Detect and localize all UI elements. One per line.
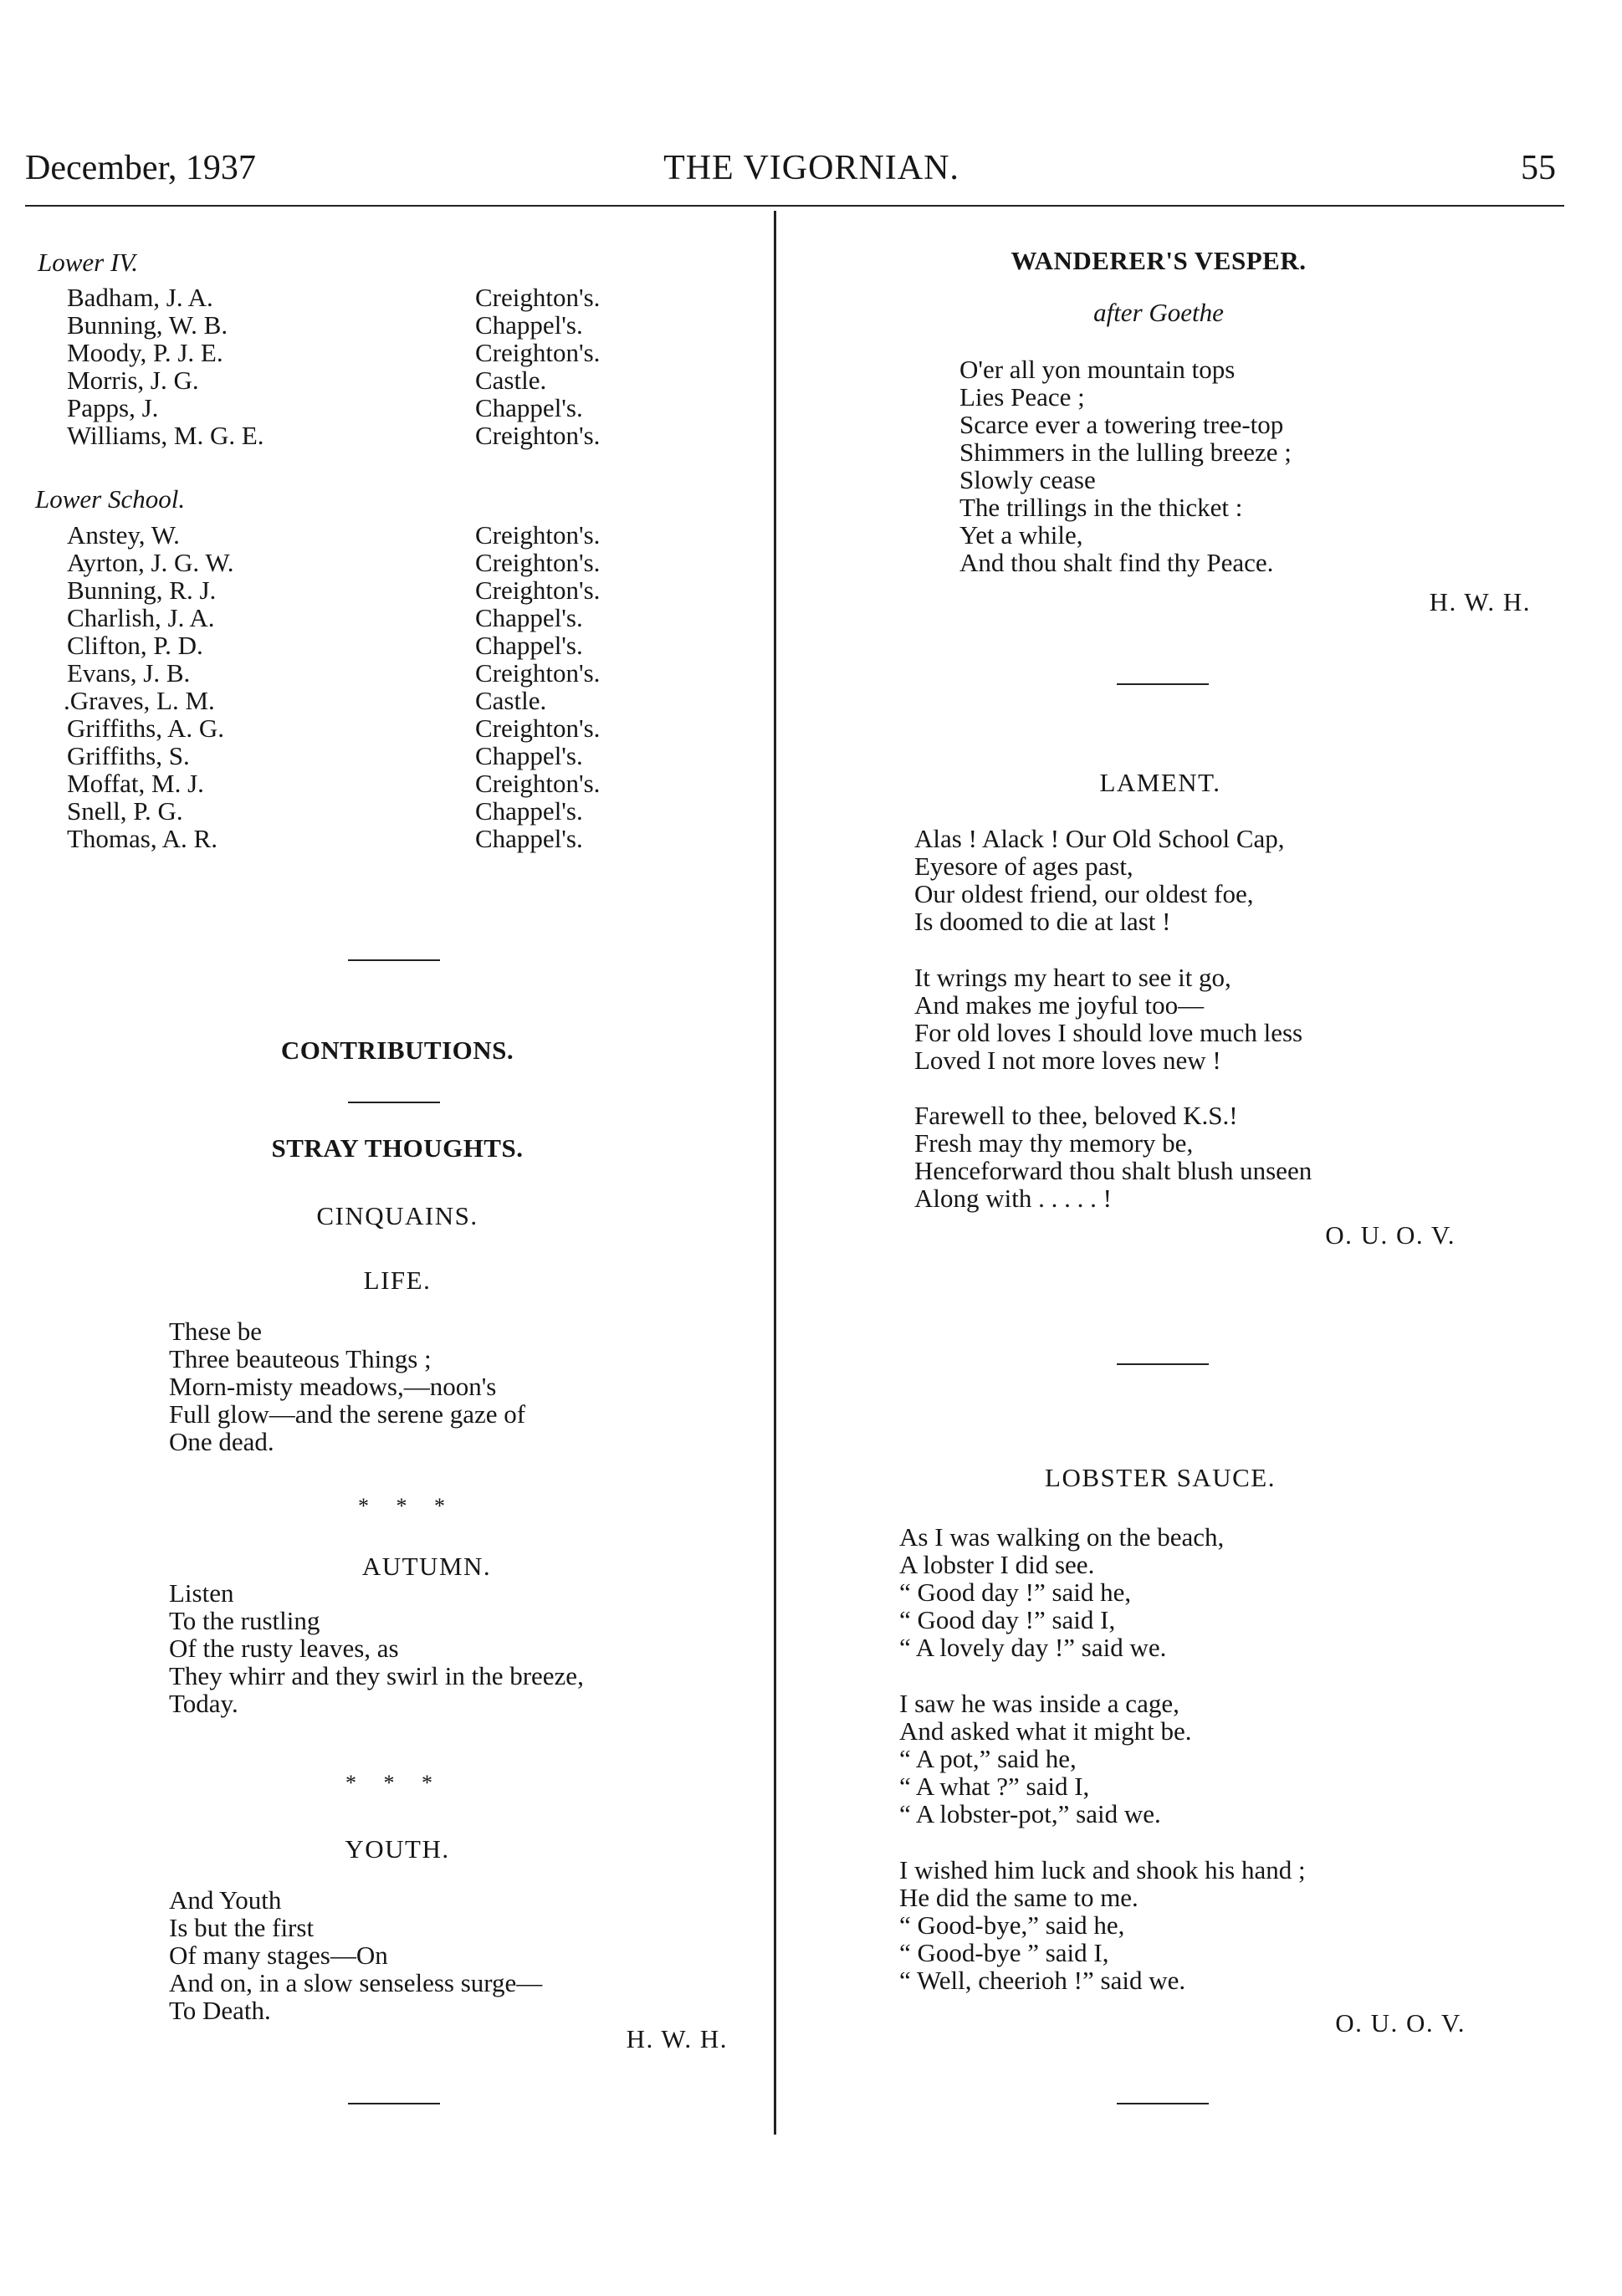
stray-thoughts-heading: STRAY THOUGHTS. <box>271 1133 524 1163</box>
list-item: Chappel's. <box>475 796 583 826</box>
poem-line: Loved I not more loves new ! <box>914 1046 1221 1075</box>
list-item: Bunning, W. B. <box>67 310 228 340</box>
poem-line: Morn-misty meadows,—noon's <box>169 1372 497 1401</box>
list-item: Creighton's. <box>475 338 601 367</box>
lament-title: LAMENT. <box>1099 768 1221 797</box>
list-item: Chappel's. <box>475 631 583 660</box>
lobster-title: LOBSTER SAUCE. <box>1045 1463 1276 1492</box>
list-item: Ayrton, J. G. W. <box>67 548 234 577</box>
list-item: Badham, J. A. <box>67 283 213 312</box>
youth-title: YOUTH. <box>345 1834 450 1864</box>
list-item: .Graves, L. M. <box>64 686 215 715</box>
vesper-title: WANDERER'S VESPER. <box>1011 246 1307 275</box>
list-item: Creighton's. <box>475 713 601 743</box>
lament-signature: O. U. O. V. <box>1325 1220 1456 1250</box>
list-item: Snell, P. G. <box>67 796 183 826</box>
list-item: Castle. <box>475 366 547 395</box>
poem-line: One dead. <box>169 1427 274 1456</box>
poem-line: Farewell to thee, beloved K.S.! <box>914 1101 1238 1130</box>
vesper-signature: H. W. H. <box>1429 587 1531 616</box>
poem-line: Full glow—and the serene gaze of <box>169 1399 526 1429</box>
poem-line: And on, in a slow senseless surge— <box>169 1968 543 1997</box>
lobster-signature: O. U. O. V. <box>1335 2008 1466 2038</box>
list-item: Chappel's. <box>475 310 583 340</box>
header-title: THE VIGORNIAN. <box>663 149 959 187</box>
poem-line: It wrings my heart to see it go, <box>914 963 1231 992</box>
lower-iv-heading: Lower IV. <box>38 248 139 277</box>
list-item: Creighton's. <box>475 575 601 605</box>
poem-line: The trillings in the thicket : <box>959 493 1243 522</box>
poem-line: He did the same to me. <box>899 1883 1138 1912</box>
divider-rule <box>1117 2103 1209 2104</box>
poem-line: To the rustling <box>169 1606 320 1635</box>
poem-line: Today. <box>169 1689 238 1718</box>
poem-line: “ A lobster-pot,” said we. <box>899 1799 1161 1828</box>
list-item: Moffat, M. J. <box>67 769 204 798</box>
poem-line: And makes me joyful too— <box>914 990 1205 1020</box>
poem-line: Lies Peace ; <box>959 382 1085 412</box>
poem-line: Our oldest friend, our oldest foe, <box>914 879 1254 908</box>
youth-signature: H. W. H. <box>626 2024 728 2053</box>
poem-line: Yet a while, <box>959 520 1083 550</box>
header-rule <box>25 205 1564 207</box>
list-item: Williams, M. G. E. <box>67 421 264 450</box>
poem-line: Shimmers in the lulling breeze ; <box>959 437 1292 467</box>
list-item: Thomas, A. R. <box>67 824 217 853</box>
lower-school-heading: Lower School. <box>35 484 186 514</box>
poem-line: Of many stages—On <box>169 1941 388 1970</box>
poem-line: Along with . . . . . ! <box>914 1184 1112 1213</box>
poem-line: Listen <box>169 1578 234 1608</box>
poem-line: And Youth <box>169 1885 282 1915</box>
list-item: Creighton's. <box>475 283 601 312</box>
list-item: Chappel's. <box>475 741 583 770</box>
poem-line: Alas ! Alack ! Our Old School Cap, <box>914 824 1285 853</box>
divider-rule <box>348 959 440 961</box>
poem-line: “ A what ?” said I, <box>899 1772 1090 1801</box>
divider-rule <box>1117 683 1209 685</box>
poem-line: They whirr and they swirl in the breeze, <box>169 1661 584 1690</box>
list-item: Griffiths, S. <box>67 741 190 770</box>
poem-line: Eyesore of ages past, <box>914 851 1133 881</box>
poem-line: “ Well, cheerioh !” said we. <box>899 1966 1186 1995</box>
list-item: Papps, J. <box>67 393 159 422</box>
contributions-heading: CONTRIBUTIONS. <box>280 1036 514 1065</box>
list-item: Anstey, W. <box>67 520 180 550</box>
poem-line: For old loves I should love much less <box>914 1018 1303 1047</box>
list-item: Bunning, R. J. <box>67 575 217 605</box>
poem-line: To Death. <box>169 1996 271 2025</box>
poem-line: I saw he was inside a cage, <box>899 1689 1179 1718</box>
poem-line: A lobster I did see. <box>899 1550 1095 1579</box>
divider-rule <box>348 1102 440 1103</box>
column-divider <box>774 211 776 2135</box>
list-item: Evans, J. B. <box>67 658 191 688</box>
poem-line: O'er all yon mountain tops <box>959 355 1236 384</box>
divider-rule <box>348 2103 440 2104</box>
poem-line: “ Good day !” said he, <box>899 1578 1132 1607</box>
section-stars: * * * <box>345 1771 432 1795</box>
poem-line: Fresh may thy memory be, <box>914 1128 1194 1158</box>
page-number: 55 <box>1521 149 1556 187</box>
list-item: Morris, J. G. <box>67 366 199 395</box>
poem-line: Slowly cease <box>959 465 1096 494</box>
list-item: Chappel's. <box>475 824 583 853</box>
list-item: Griffiths, A. G. <box>67 713 225 743</box>
poem-line: “ A pot,” said he, <box>899 1744 1077 1773</box>
poem-line: Is doomed to die at last ! <box>914 907 1171 936</box>
vesper-subtitle: after Goethe <box>1093 298 1224 327</box>
list-item: Chappel's. <box>475 603 583 632</box>
poem-line: And thou shalt find thy Peace. <box>959 548 1274 577</box>
divider-rule <box>1117 1363 1209 1365</box>
list-item: Creighton's. <box>475 658 601 688</box>
poem-line: “ Good-bye ” said I, <box>899 1938 1109 1967</box>
poem-line: Is but the first <box>169 1913 315 1942</box>
poem-line: As I was walking on the beach, <box>899 1522 1225 1552</box>
list-item: Moody, P. J. E. <box>67 338 223 367</box>
poem-line: “ Good-bye,” said he, <box>899 1910 1125 1940</box>
poem-line: Of the rusty leaves, as <box>169 1634 399 1663</box>
section-stars: * * * <box>358 1494 445 1518</box>
poem-line: “ Good day !” said I, <box>899 1605 1116 1634</box>
list-item: Creighton's. <box>475 520 601 550</box>
life-title: LIFE. <box>363 1266 432 1295</box>
list-item: Creighton's. <box>475 421 601 450</box>
list-item: Creighton's. <box>475 769 601 798</box>
poem-line: These be <box>169 1317 263 1346</box>
list-item: Castle. <box>475 686 547 715</box>
list-item: Charlish, J. A. <box>67 603 215 632</box>
poem-line: I wished him luck and shook his hand ; <box>899 1855 1306 1884</box>
poem-line: Three beauteous Things ; <box>169 1344 432 1373</box>
header-date: December, 1937 <box>25 149 256 187</box>
autumn-title: AUTUMN. <box>361 1552 492 1581</box>
list-item: Chappel's. <box>475 393 583 422</box>
poem-line: Henceforward thou shalt blush unseen <box>914 1156 1312 1185</box>
list-item: Clifton, P. D. <box>67 631 203 660</box>
poem-line: Scarce ever a towering tree-top <box>959 410 1284 439</box>
poem-line: “ A lovely day !” said we. <box>899 1633 1167 1662</box>
poem-line: And asked what it might be. <box>899 1716 1192 1746</box>
cinquains-heading: CINQUAINS. <box>316 1201 478 1230</box>
list-item: Creighton's. <box>475 548 601 577</box>
